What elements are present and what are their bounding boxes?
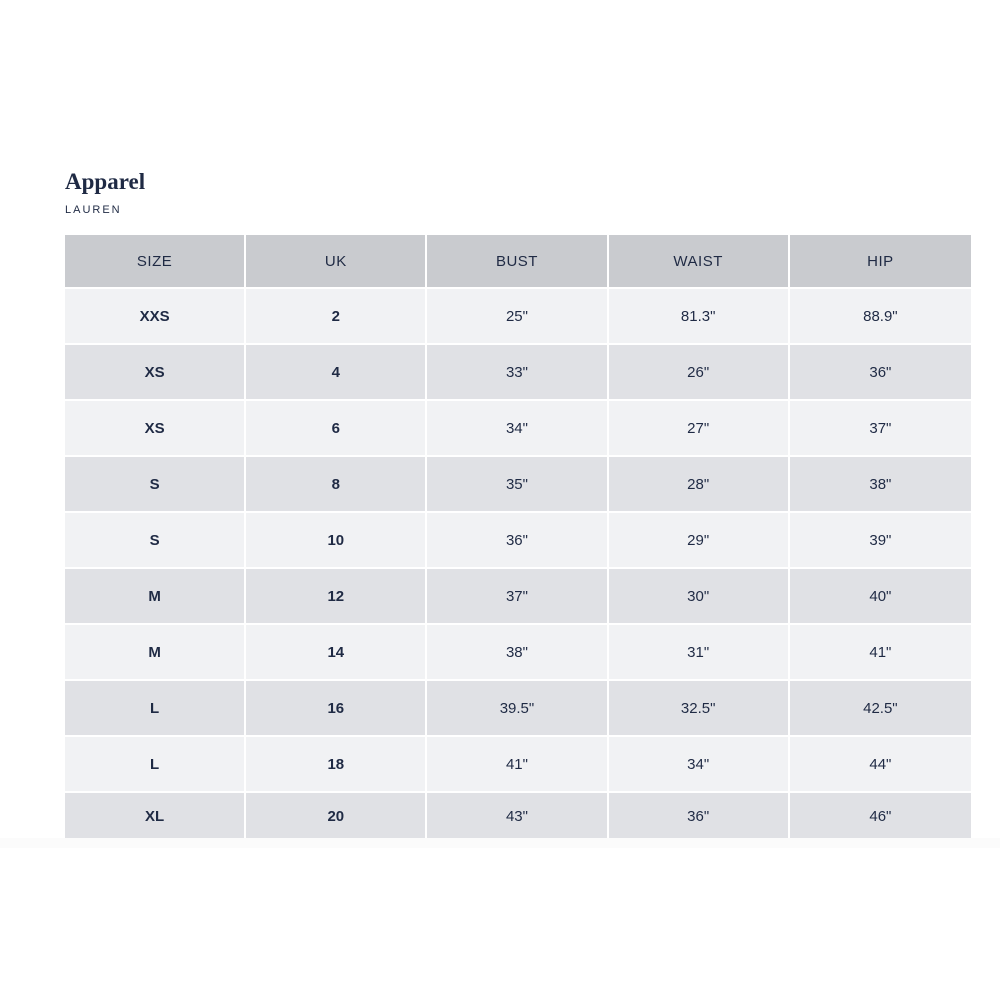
brand-subtitle: LAUREN: [65, 204, 122, 216]
cell-bust: 25": [427, 289, 608, 345]
table-row: [65, 737, 971, 793]
cell-size: S: [65, 457, 246, 513]
table-row: [65, 289, 971, 345]
cell-waist: 30": [609, 569, 790, 625]
cell-hip: 88.9": [790, 289, 971, 345]
cell-uk: 20: [246, 793, 427, 839]
cell-size: XXS: [65, 289, 246, 345]
cell-hip: 41": [790, 625, 971, 681]
table-header: [65, 235, 971, 289]
cell-waist: 32.5": [609, 681, 790, 737]
cell-uk: 18: [246, 737, 427, 793]
column-header-bust: BUST: [427, 235, 608, 289]
cell-uk: 2: [246, 289, 427, 345]
cell-size: XL: [65, 793, 246, 839]
cell-hip: 46": [790, 793, 971, 839]
cell-waist: 27": [609, 401, 790, 457]
cell-waist: 29": [609, 513, 790, 569]
cell-waist: 31": [609, 625, 790, 681]
header-row: [65, 235, 971, 289]
cell-size: XS: [65, 401, 246, 457]
cell-uk: 16: [246, 681, 427, 737]
cell-waist: 81.3": [609, 289, 790, 345]
table-row: [65, 345, 971, 401]
cell-hip: 38": [790, 457, 971, 513]
cell-uk: 4: [246, 345, 427, 401]
size-chart-table: [65, 235, 971, 839]
cell-size: L: [65, 681, 246, 737]
cell-bust: 37": [427, 569, 608, 625]
page-footer-divider: [0, 838, 1000, 848]
cell-hip: 44": [790, 737, 971, 793]
column-header-hip: HIP: [790, 235, 971, 289]
cell-bust: 38": [427, 625, 608, 681]
cell-bust: 34": [427, 401, 608, 457]
cell-hip: 37": [790, 401, 971, 457]
cell-uk: 10: [246, 513, 427, 569]
page-title: Apparel: [65, 169, 146, 194]
cell-size: S: [65, 513, 246, 569]
table-body: [65, 289, 971, 839]
cell-uk: 8: [246, 457, 427, 513]
cell-hip: 42.5": [790, 681, 971, 737]
table-row: [65, 625, 971, 681]
cell-bust: 43": [427, 793, 608, 839]
cell-hip: 40": [790, 569, 971, 625]
cell-bust: 36": [427, 513, 608, 569]
column-header-waist: WAIST: [609, 235, 790, 289]
column-header-size: SIZE: [65, 235, 246, 289]
cell-hip: 36": [790, 345, 971, 401]
cell-waist: 36": [609, 793, 790, 839]
cell-uk: 6: [246, 401, 427, 457]
cell-bust: 35": [427, 457, 608, 513]
cell-waist: 34": [609, 737, 790, 793]
cell-waist: 28": [609, 457, 790, 513]
cell-size: XS: [65, 345, 246, 401]
cell-hip: 39": [790, 513, 971, 569]
table-row: [65, 457, 971, 513]
size-guide-heading: [65, 168, 145, 216]
cell-bust: 33": [427, 345, 608, 401]
cell-bust: 41": [427, 737, 608, 793]
table-row: [65, 681, 971, 737]
cell-size: M: [65, 625, 246, 681]
table-row: [65, 513, 971, 569]
cell-uk: 12: [246, 569, 427, 625]
cell-size: M: [65, 569, 246, 625]
cell-waist: 26": [609, 345, 790, 401]
table-row: [65, 793, 971, 839]
cell-uk: 14: [246, 625, 427, 681]
table-row: [65, 569, 971, 625]
column-header-uk: UK: [246, 235, 427, 289]
table-row: [65, 401, 971, 457]
cell-bust: 39.5": [427, 681, 608, 737]
cell-size: L: [65, 737, 246, 793]
